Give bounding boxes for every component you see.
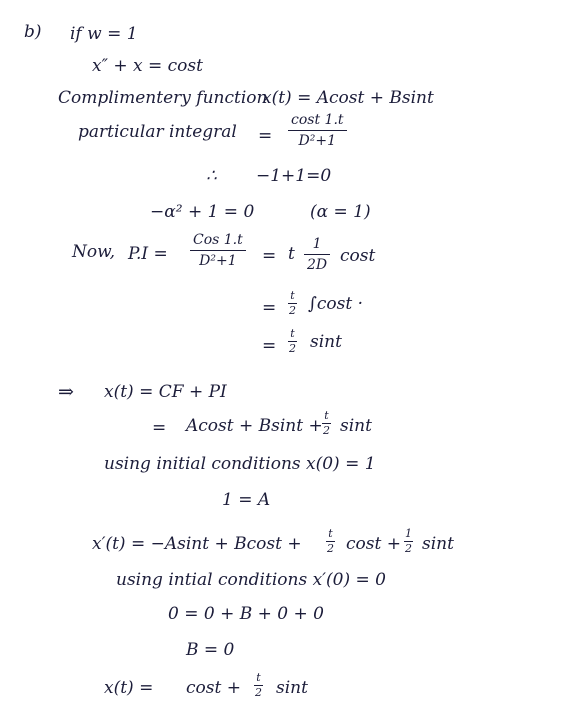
- final-cost: cost +: [186, 678, 241, 698]
- one-numerator: 1: [405, 527, 412, 540]
- implies-arrow: ⇒: [58, 381, 74, 403]
- two-d-denominator: 2D: [307, 257, 328, 273]
- two-denominator: 2: [405, 542, 412, 555]
- integral-cost: ∫cost ·: [308, 294, 363, 314]
- part-label: b): [24, 22, 42, 42]
- t-over-2-c: [322, 410, 331, 437]
- t-numerator: t: [324, 409, 329, 422]
- a-value: 1 = A: [222, 490, 271, 510]
- zero-equation: 0 = 0 + B + 0 + 0: [168, 604, 324, 624]
- alpha-value: (α = 1): [310, 202, 371, 222]
- initial-condition-2: using intial conditions x′(0) = 0: [116, 570, 386, 590]
- pi-equals: =: [258, 126, 273, 146]
- fraction-bar: [304, 254, 330, 255]
- t-over-2-e: [254, 672, 263, 699]
- two-denominator: 2: [289, 342, 296, 355]
- one-numerator: 1: [312, 236, 322, 252]
- general-solution: Acost + Bsint +: [186, 416, 323, 436]
- two-denominator: 2: [323, 424, 330, 437]
- now-label: Now,: [72, 242, 116, 262]
- xt-cf-pi: x(t) = CF + PI: [104, 382, 227, 402]
- sint-term-5: sint: [422, 534, 454, 554]
- sint-term: sint: [310, 332, 342, 352]
- pi-numerator: cost 1.t: [291, 112, 344, 128]
- final-lhs: x(t) =: [104, 678, 154, 698]
- t-numerator: t: [290, 327, 295, 340]
- t-over-2-b: [288, 328, 297, 355]
- derivative-line: x′(t) = −Asint + Bcost +: [92, 534, 302, 554]
- cost-term: cost: [340, 246, 376, 266]
- equals-4: =: [152, 418, 167, 438]
- two-denominator: 2: [289, 304, 296, 317]
- t-numerator: t: [328, 527, 333, 540]
- ode-line: x″ + x = cost: [92, 56, 203, 76]
- cf-expression: x(t) = Acost + Bsint: [262, 88, 434, 108]
- now-equals: =: [262, 246, 277, 266]
- sint-term-4: sint: [340, 416, 372, 436]
- auxiliary-equation: −α² + 1 = 0: [150, 202, 255, 222]
- therefore-symbol: ∴: [206, 166, 217, 186]
- two-denominator: 2: [327, 542, 334, 555]
- pi-denominator: D²+1: [298, 133, 336, 149]
- b-value: B = 0: [186, 640, 235, 660]
- cf-label: Complimentery function: [58, 88, 268, 108]
- cost-plus: cost +: [346, 534, 401, 554]
- t-numerator: t: [290, 289, 295, 302]
- two-denominator: 2: [255, 686, 262, 699]
- t-factor: t: [288, 244, 295, 264]
- one-over-2d: [304, 236, 330, 273]
- final-sint: sint: [276, 678, 308, 698]
- t-numerator: t: [256, 671, 261, 684]
- ps-label: P.I =: [128, 244, 168, 264]
- now-fraction: [190, 232, 246, 269]
- now-numerator: Cos 1.t: [193, 232, 243, 248]
- fraction-bar: [288, 130, 347, 131]
- equals-2: =: [262, 298, 277, 318]
- now-denominator: D²+1: [199, 253, 237, 269]
- pi-label: particular integral: [78, 122, 237, 142]
- condition-line: if w = 1: [70, 24, 138, 44]
- fraction-bar: [190, 250, 246, 251]
- evaluation-line: −1+1=0: [256, 166, 332, 186]
- pi-fraction: [288, 112, 347, 149]
- t-over-2-d: [326, 528, 335, 555]
- t-over-2-a: [288, 290, 297, 317]
- equals-3: =: [262, 336, 277, 356]
- initial-condition-1: using initial conditions x(0) = 1: [104, 454, 376, 474]
- half-fraction: [404, 528, 413, 555]
